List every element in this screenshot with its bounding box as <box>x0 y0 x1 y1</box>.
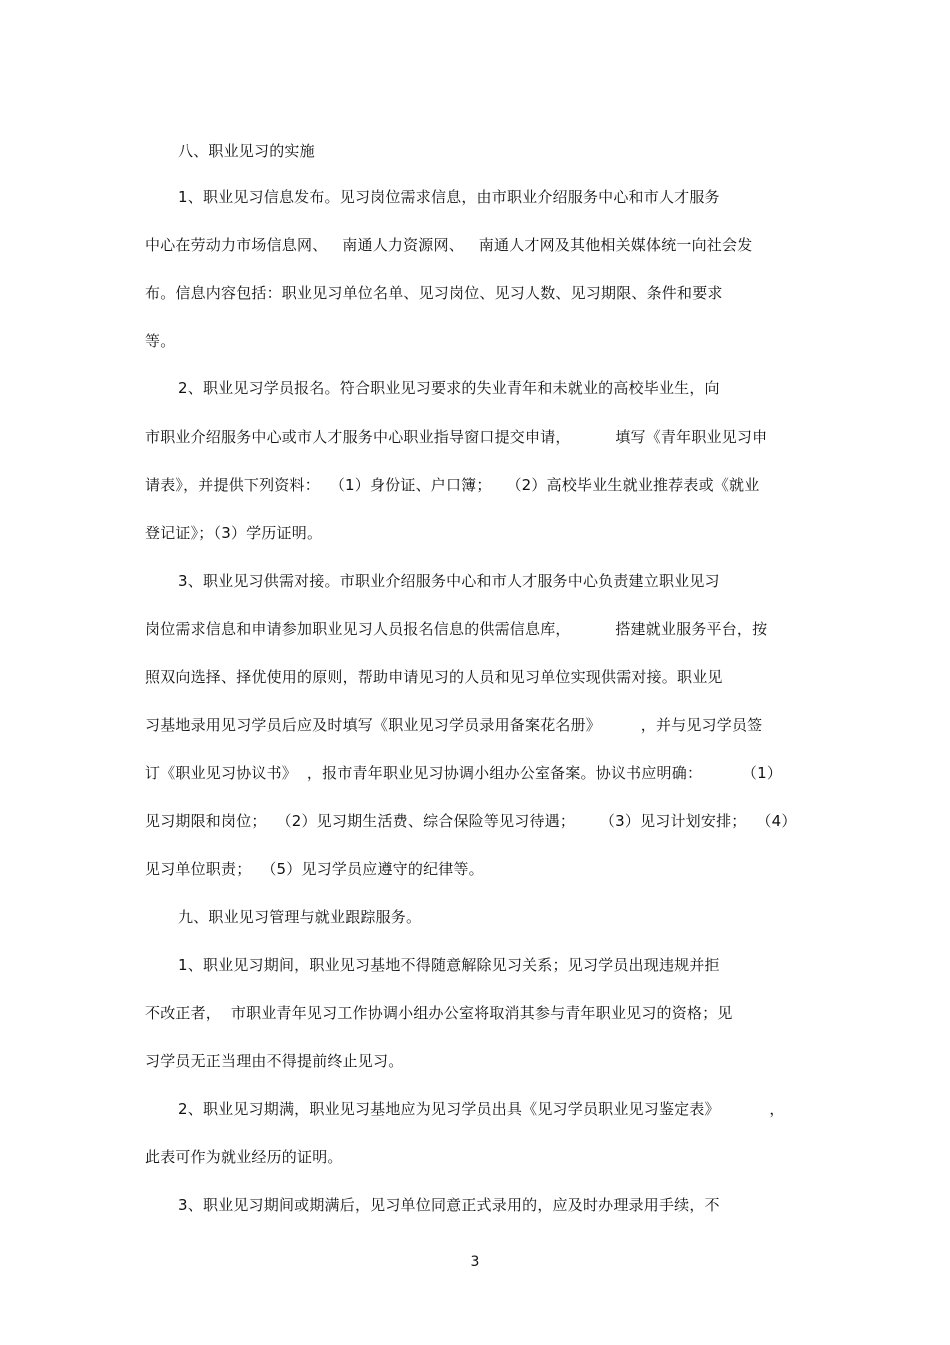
paragraph-line: 2、职业见习期满，职业见习基地应为见习学员出具《见习学员职业见习鉴定表》 ， <box>178 1100 785 1118</box>
paragraph-line: 登记证》；（3）学历证明。 <box>145 524 323 542</box>
paragraph-line: 此表可作为就业经历的证明。 <box>145 1148 343 1166</box>
section-heading-8: 八、职业见习的实施 <box>178 142 315 160</box>
section-heading-9: 九、职业见习管理与就业跟踪服务。 <box>178 908 422 926</box>
paragraph-line: 等。 <box>145 332 176 350</box>
paragraph-line: 岗位需求信息和申请参加职业见习人员报名信息的供需信息库， 搭建就业服务平台，按 <box>145 620 768 638</box>
page-number: 3 <box>470 1254 480 1270</box>
paragraph-line: 2、职业见习学员报名。符合职业见习要求的失业青年和未就业的高校毕业生，向 <box>178 379 720 397</box>
paragraph-line: 3、职业见习期间或期满后，见习单位同意正式录用的，应及时办理录用手续，不 <box>178 1196 720 1214</box>
paragraph-line: 订《职业见习协议书》 ，报市青年职业见习协调小组办公室备案。协议书应明确： （1） <box>145 764 783 782</box>
paragraph-line: 1、职业见习信息发布。见习岗位需求信息，由市职业介绍服务中心和市人才服务 <box>178 188 720 206</box>
paragraph-line: 习学员无正当理由不得提前终止见习。 <box>145 1052 404 1070</box>
paragraph-line: 见习单位职责； （5）见习学员应遵守的纪律等。 <box>145 860 484 878</box>
paragraph-line: 见习期限和岗位； （2）见习期生活费、综合保险等见习待遇； （3）见习计划安排； （4） <box>145 812 797 830</box>
paragraph-line: 习基地录用见习学员后应及时填写《职业见习学员录用备案花名册》 ，并与见习学员签 <box>145 716 763 734</box>
paragraph-line: 照双向选择、择优使用的原则，帮助申请见习的人员和见习单位实现供需对接。职业见 <box>145 668 723 686</box>
paragraph-line: 请表》，并提供下列资料： （1）身份证、户口簿； （2）高校毕业生就业推荐表或《就业 <box>145 476 760 494</box>
paragraph-line: 不改正者， 市职业青年见习工作协调小组办公室将取消其参与青年职业见习的资格；见 <box>145 1004 733 1022</box>
paragraph-line: 3、职业见习供需对接。市职业介绍服务中心和市人才服务中心负责建立职业见习 <box>178 572 720 590</box>
paragraph-line: 1、职业见习期间，职业见习基地不得随意解除见习关系；见习学员出现违规并拒 <box>178 956 720 974</box>
paragraph-line: 布。信息内容包括：职业见习单位名单、见习岗位、见习人数、见习期限、条件和要求 <box>145 284 723 302</box>
paragraph-line: 市职业介绍服务中心或市人才服务中心职业指导窗口提交申请， 填写《青年职业见习申 <box>145 428 768 446</box>
paragraph-line: 中心在劳动力市场信息网、 南通人力资源网、 南通人才网及其他相关媒体统一向社会发 <box>145 236 753 254</box>
